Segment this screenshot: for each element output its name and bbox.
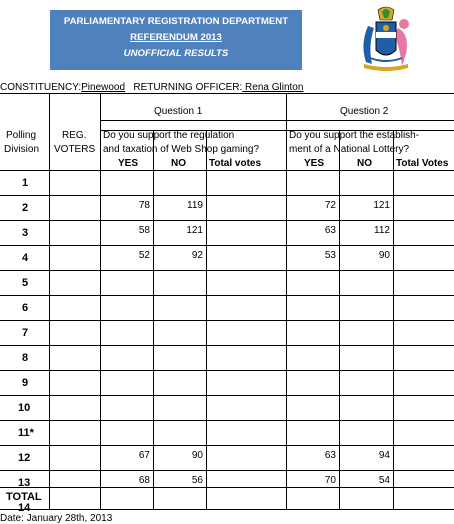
q1-text-line1: Do you support the regulation — [103, 130, 235, 141]
vote-count-q2-yes: 63 — [324, 450, 336, 461]
vote-count-q1-yes: 67 — [138, 450, 150, 461]
vote-count-q2-no: 121 — [373, 200, 390, 211]
vote-count-q2-yes: 53 — [324, 250, 336, 261]
polling-division-number: 7 — [22, 327, 29, 339]
polling-division-number: 1 — [22, 177, 29, 189]
q1-text-line2: and taxation of Web Shop gaming? — [103, 144, 260, 155]
q1-total-header: Total votes — [209, 158, 262, 169]
q2-text-line1: Do you support the establish- — [289, 130, 420, 141]
total-row-label: TOTAL — [6, 491, 42, 503]
q2-no-header: NO — [357, 158, 372, 169]
polling-division-number: 14 — [18, 502, 31, 514]
banner-title: PARLIAMENTARY REGISTRATION DEPARTMENT — [63, 16, 289, 27]
polling-division-number: 9 — [22, 377, 29, 389]
constituency-line — [0, 82, 303, 93]
vote-count-q2-yes: 72 — [324, 200, 336, 211]
constituency-label: CONSTITUENCY: — [0, 82, 82, 93]
polling-header-line2: Division — [4, 144, 40, 155]
q2-total-header: Total Votes — [396, 158, 449, 169]
coat-of-arms-icon — [354, 4, 418, 74]
q2-text-line2: ment of a National Lottery? — [289, 144, 410, 155]
vote-count-q1-no: 90 — [191, 450, 203, 461]
vote-count-q1-yes: 58 — [138, 225, 150, 236]
report-date: Date: January 28th, 2013 — [0, 513, 113, 524]
results-table — [0, 93, 454, 514]
vote-count-q2-no: 112 — [374, 225, 390, 236]
vote-count-q1-no: 92 — [191, 250, 203, 261]
polling-division-number: 2 — [22, 202, 29, 214]
vote-count-q2-no: 94 — [378, 450, 390, 461]
polling-division-number: 6 — [22, 302, 29, 314]
polling-division-number: 5 — [22, 277, 29, 289]
polling-division-number: 8 — [22, 352, 29, 364]
polling-division-number: 12 — [18, 452, 31, 464]
vote-count-q1-no: 119 — [187, 200, 203, 211]
vote-count-q2-no: 54 — [378, 475, 390, 486]
returning-officer-value: Rena Glinton — [242, 82, 304, 93]
q2-yes-header: YES — [304, 158, 325, 169]
reg-voters-header-line1: REG. — [62, 130, 87, 141]
returning-officer-label: RETURNING OFFICER: — [133, 82, 243, 93]
vote-count-q1-no: 56 — [191, 475, 203, 486]
polling-division-number: 10 — [18, 402, 31, 414]
vote-count-q1-no: 121 — [186, 225, 203, 236]
title-banner — [50, 10, 302, 70]
q1-no-header: NO — [171, 158, 186, 169]
polling-header-line1: Polling — [6, 130, 37, 141]
vote-count-q2-no: 90 — [378, 250, 390, 261]
constituency-value: Pinewood — [81, 82, 126, 93]
polling-division-number: 11* — [18, 427, 34, 439]
q1-title: Question 1 — [154, 106, 203, 117]
vote-count-q1-yes: 78 — [138, 200, 150, 211]
banner-subtitle: REFERENDUM 2013 — [130, 32, 222, 43]
q1-yes-header: YES — [118, 158, 139, 169]
polling-division-number: 3 — [22, 227, 29, 239]
polling-division-number: 4 — [22, 252, 29, 264]
q2-title: Question 2 — [340, 106, 389, 117]
banner-status: UNOFFICIAL RESULTS — [123, 48, 229, 59]
vote-count-q2-yes: 70 — [324, 475, 336, 486]
vote-count-q1-yes: 68 — [138, 475, 150, 486]
vote-count-q1-yes: 52 — [138, 250, 150, 261]
polling-division-number: 13 — [18, 477, 31, 489]
reg-voters-header-line2: VOTERS — [54, 144, 96, 155]
vote-count-q2-yes: 63 — [324, 225, 336, 236]
